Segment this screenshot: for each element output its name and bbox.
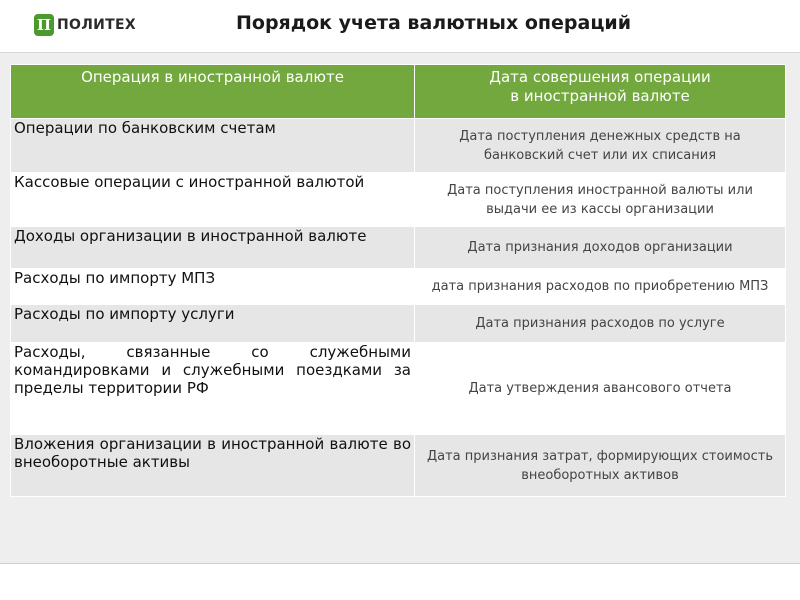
operation-cell: Расходы, связанные со служебными командировками и служебными поездками за пределы территории РФ — [11, 343, 415, 435]
column-header-date-line2: в иностранной валюте — [510, 87, 690, 105]
column-header-date — [415, 65, 786, 119]
date-cell: Дата утверждения авансового отчета — [415, 343, 786, 435]
table-row — [11, 269, 786, 305]
column-header-operation: Операция в иностранной валюте — [11, 65, 415, 119]
operation-cell: Вложения организации в иностранной валюте во внеоборотные активы — [11, 435, 415, 497]
operation-cell: Кассовые операции с иностранной валютой — [11, 173, 415, 227]
column-header-date-line1: Дата совершения операции — [489, 68, 711, 86]
politeh-logo — [34, 12, 136, 38]
table-row — [11, 227, 786, 269]
slide-header — [0, 0, 800, 50]
date-cell: Дата признания расходов по услуге — [415, 305, 786, 343]
table-row — [11, 343, 786, 435]
table-row — [11, 119, 786, 173]
date-cell: Дата поступления иностранной валюты или выдачи ее из кассы организации — [415, 173, 786, 227]
date-cell: Дата признания доходов организации — [415, 227, 786, 269]
operation-cell: Доходы организации в иностранной валюте — [11, 227, 415, 269]
logo-icon: П — [34, 14, 54, 36]
operation-cell: Расходы по импорту услуги — [11, 305, 415, 343]
date-cell: Дата признания затрат, формирующих стоимость внеоборотных активов — [415, 435, 786, 497]
logo-text: ПОЛИТЕХ — [57, 17, 136, 33]
page-title: Порядок учета валютных операций — [236, 12, 632, 34]
table-header-row — [11, 65, 786, 119]
date-cell: дата признания расходов по приобретению МПЗ — [415, 269, 786, 305]
table-row — [11, 305, 786, 343]
table-row — [11, 435, 786, 497]
table-row — [11, 173, 786, 227]
date-cell: Дата поступления денежных средств на банковский счет или их списания — [415, 119, 786, 173]
operation-cell: Расходы по импорту МПЗ — [11, 269, 415, 305]
operation-cell: Операции по банковским счетам — [11, 119, 415, 173]
currency-operations-table — [10, 64, 786, 497]
